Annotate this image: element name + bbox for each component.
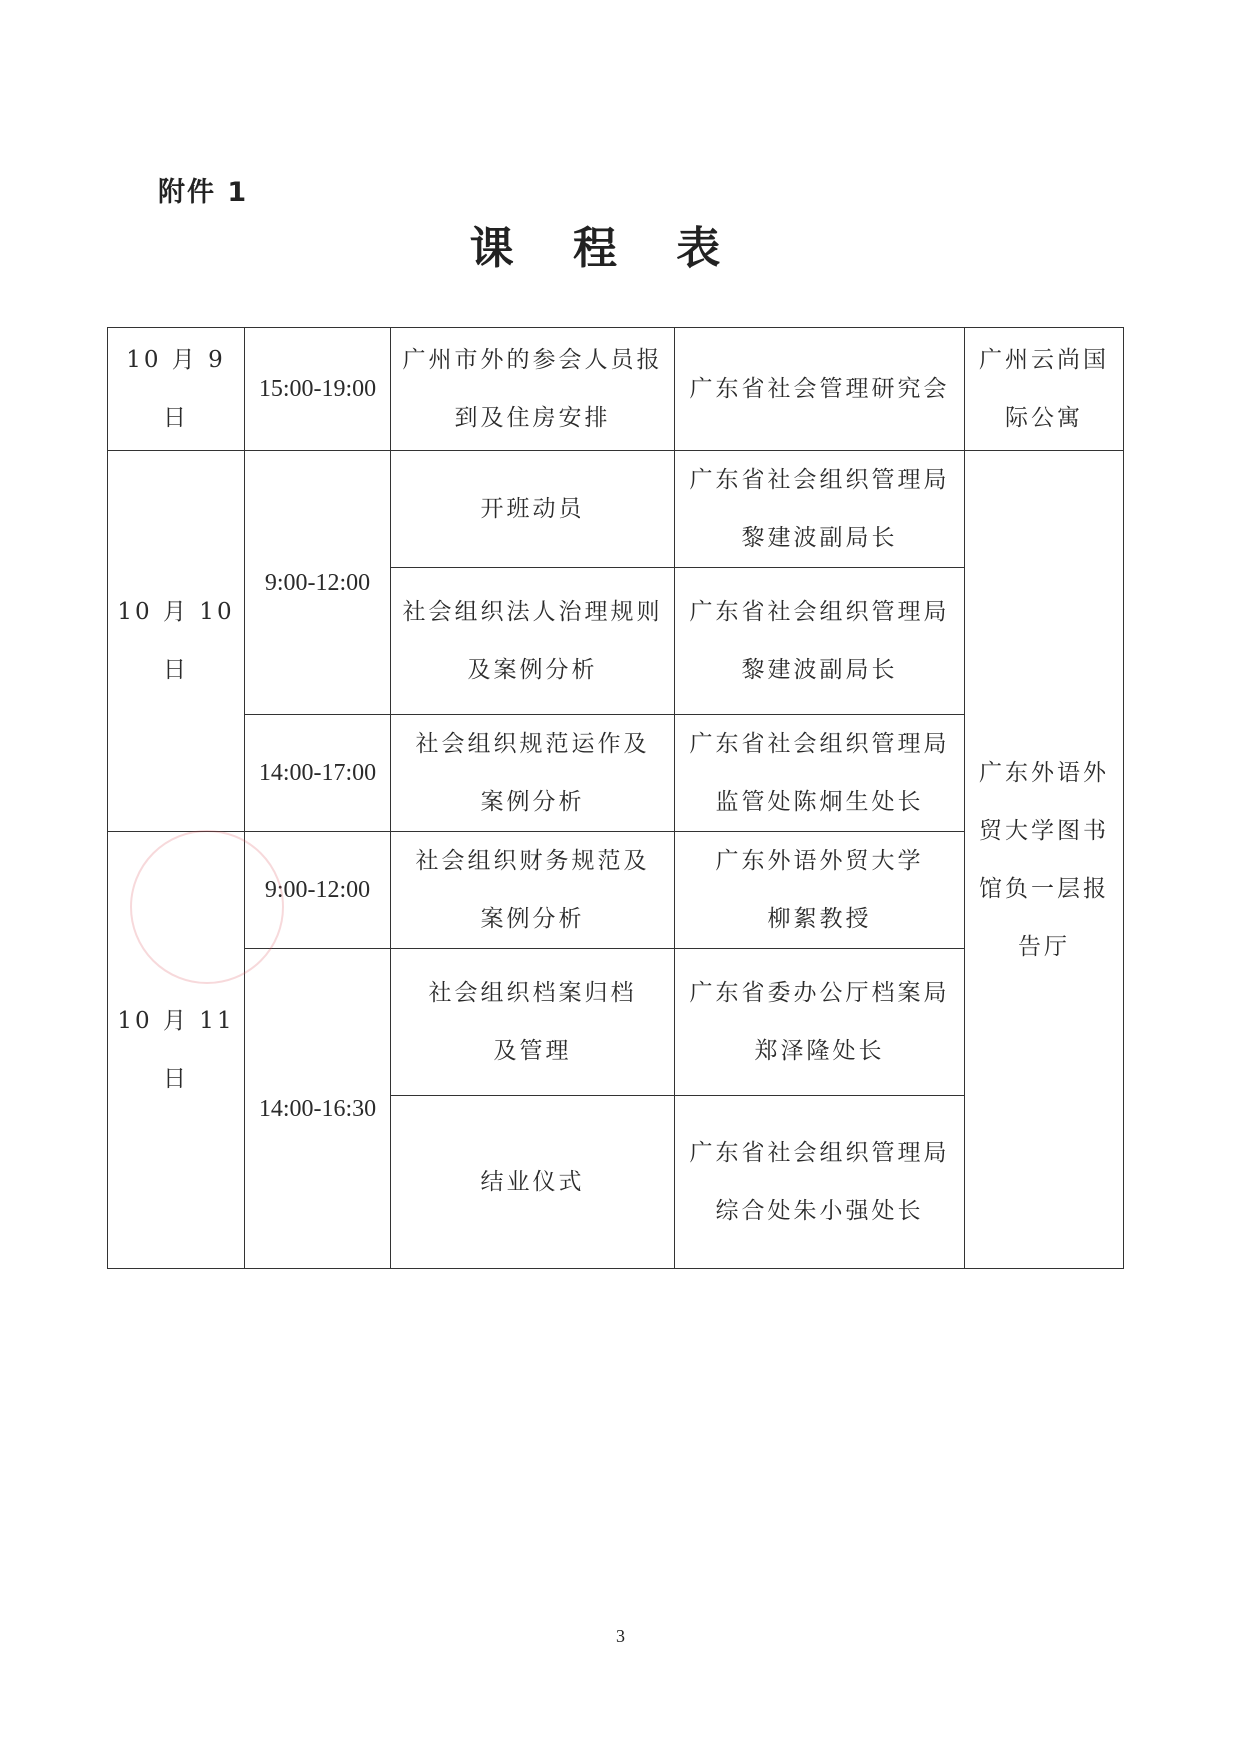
content-cell bbox=[391, 715, 675, 832]
speaker-line: 广东省社会组织管理局 bbox=[689, 731, 950, 757]
venue-cell bbox=[965, 451, 1124, 1269]
speaker-line: 监管处陈炯生处长 bbox=[715, 789, 924, 815]
time-cell: 9:00-12:00 bbox=[245, 832, 391, 949]
date-cell: 10 月 11 日 bbox=[108, 832, 245, 1269]
venue-line: 际公寓 bbox=[1005, 405, 1083, 431]
speaker-line: 广东省社会组织管理局 bbox=[689, 1140, 950, 1166]
speaker-cell bbox=[675, 715, 965, 832]
content-line: 案例分析 bbox=[480, 906, 585, 932]
speaker-cell bbox=[675, 568, 965, 715]
speaker-line: 广东省社会组织管理局 bbox=[689, 599, 950, 625]
content-cell bbox=[391, 328, 675, 451]
speaker-line: 黎建波副局长 bbox=[741, 657, 898, 683]
content-cell bbox=[391, 832, 675, 949]
time-cell: 14:00-16:30 bbox=[245, 949, 391, 1269]
content-line: 开班动员 bbox=[480, 496, 585, 522]
speaker-line: 黎建波副局长 bbox=[741, 525, 898, 551]
date-cell: 10 月 10 日 bbox=[108, 451, 245, 832]
speaker-cell bbox=[675, 1096, 965, 1269]
page-title: 课 程 表 bbox=[469, 223, 743, 274]
speaker-line: 广东省委办公厅档案局 bbox=[689, 980, 950, 1006]
date-cell: 10 月 9 日 bbox=[108, 328, 245, 451]
speaker-line: 广东外语外贸大学 bbox=[715, 848, 924, 874]
content-cell bbox=[391, 568, 675, 715]
content-cell bbox=[391, 1096, 675, 1269]
speaker-line: 广东省社会管理研究会 bbox=[689, 376, 950, 402]
content-line: 社会组织财务规范及 bbox=[415, 848, 650, 874]
venue-line: 广东外语外 bbox=[979, 759, 1109, 786]
speaker-cell bbox=[675, 832, 965, 949]
content-line: 及案例分析 bbox=[467, 657, 598, 683]
speaker-line: 广东省社会组织管理局 bbox=[689, 467, 950, 493]
content-line: 广州市外的参会人员报 bbox=[402, 347, 663, 373]
time-cell: 14:00-17:00 bbox=[245, 715, 391, 832]
time-cell: 9:00-12:00 bbox=[245, 451, 391, 715]
venue-cell bbox=[965, 328, 1124, 451]
speaker-line: 柳絮教授 bbox=[767, 906, 872, 932]
venue-line: 广州云尚国 bbox=[979, 347, 1109, 373]
time-cell: 15:00-19:00 bbox=[245, 328, 391, 451]
content-line: 案例分析 bbox=[480, 789, 585, 815]
content-line: 社会组织档案归档 bbox=[428, 980, 637, 1006]
speaker-cell bbox=[675, 949, 965, 1096]
speaker-line: 郑泽隆处长 bbox=[754, 1038, 885, 1064]
content-line: 及管理 bbox=[493, 1038, 572, 1064]
schedule-table bbox=[107, 327, 1124, 1269]
speaker-cell bbox=[675, 328, 965, 451]
page-number: 3 bbox=[616, 1626, 625, 1646]
content-cell bbox=[391, 949, 675, 1096]
table-row bbox=[108, 328, 1124, 451]
speaker-cell bbox=[675, 451, 965, 568]
content-line: 社会组织规范运作及 bbox=[415, 731, 650, 757]
venue-line: 贸大学图书 bbox=[979, 817, 1109, 844]
attachment-label: 附件 1 bbox=[158, 177, 249, 208]
content-line: 到及住房安排 bbox=[454, 405, 611, 431]
content-line: 社会组织法人治理规则 bbox=[402, 599, 663, 625]
content-cell bbox=[391, 451, 675, 568]
speaker-line: 综合处朱小强处长 bbox=[715, 1198, 924, 1224]
content-line: 结业仪式 bbox=[480, 1169, 585, 1195]
table-row bbox=[108, 451, 1124, 568]
venue-line: 告厅 bbox=[1018, 933, 1070, 960]
venue-line: 馆负一层报 bbox=[979, 875, 1109, 902]
